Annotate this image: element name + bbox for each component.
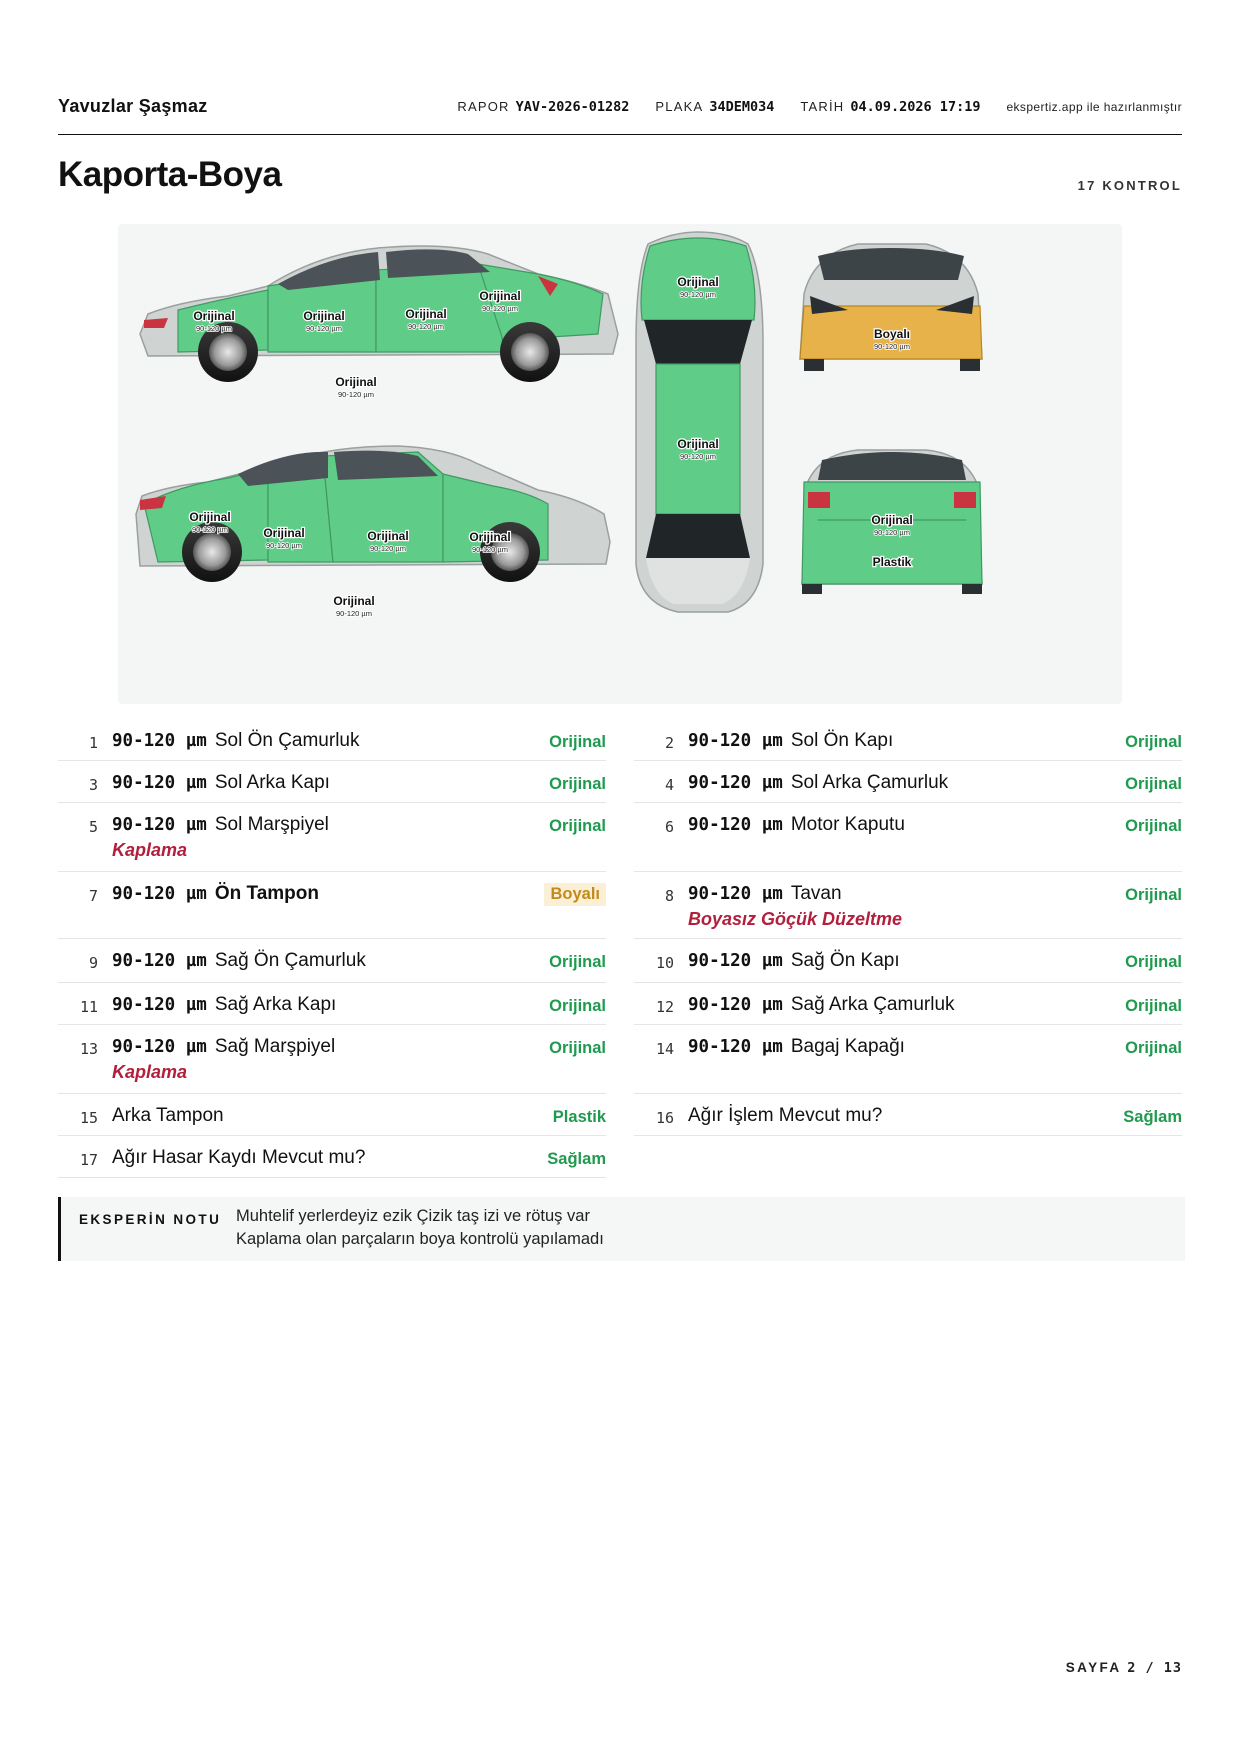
paint-thickness: 90-120 µm	[112, 951, 207, 971]
part-name: Ağır Hasar Kaydı Mevcut mu?	[112, 1147, 366, 1168]
expert-note-line: Kaplama olan parçaların boya kontrolü yapılamadı	[236, 1230, 604, 1248]
expert-note-label: EKSPERİN NOTU	[79, 1212, 222, 1227]
company-name: Yavuzlar Şaşmaz	[58, 96, 208, 116]
diagram-part-thickness: 90-120 µm	[481, 304, 519, 313]
paint-thickness: 90-120 µm	[112, 1037, 207, 1057]
diagram-part-thickness: 90-120 µm	[195, 324, 233, 333]
status-badge: Plastik	[552, 1108, 606, 1126]
row-main	[688, 772, 948, 794]
row-main	[112, 772, 330, 794]
part-name: Ön Tampon	[214, 883, 319, 904]
diagram-part-label: Orijinal	[193, 309, 235, 323]
row-main	[688, 950, 900, 972]
report-number: RAPOR YAV-2026-01282	[457, 99, 630, 115]
status-badge: Orijinal	[549, 733, 606, 751]
inspection-row	[58, 1024, 606, 1094]
diagram-part-thickness: 90-120 µm	[407, 322, 445, 331]
part-name: Sağ Ön Kapı	[790, 950, 900, 971]
diagram-part-label: Orijinal	[479, 289, 521, 303]
row-number: 14	[655, 1040, 674, 1058]
row-number: 13	[79, 1040, 98, 1058]
paint-thickness: 90-120 µm	[112, 731, 207, 751]
status-badge: Orijinal	[549, 1039, 606, 1057]
diagram-part-label: Orijinal	[333, 594, 375, 608]
diagram-part-thickness: 90-120 µm	[471, 545, 509, 554]
inspection-row	[634, 1024, 1182, 1094]
part-name: Sol Ön Kapı	[790, 730, 894, 751]
diagram-part-thickness: 90-120 µm	[873, 342, 911, 351]
status-badge: Sağlam	[1123, 1108, 1182, 1126]
diagram-part-thickness: 90-120 µm	[335, 609, 373, 618]
part-name: Sağ Marşpiyel	[214, 1036, 336, 1057]
row-number: 3	[88, 776, 98, 794]
status-badge: Orijinal	[1125, 775, 1182, 793]
row-number: 6	[664, 818, 674, 836]
row-note: Kaplama	[112, 1062, 188, 1082]
diagram-part-label: Plastik	[872, 555, 912, 569]
expert-note-line: Muhtelif yerlerdeyiz ezik Çizik taş izi ve rötuş var	[236, 1207, 590, 1225]
inspection-row	[634, 982, 1182, 1025]
inspection-row	[634, 938, 1182, 983]
plate-number: PLAKA 34DEM034	[655, 99, 775, 115]
diagram-part-label: Orijinal	[303, 309, 345, 323]
report-date: TARİH 04.09.2026 17:19	[800, 99, 981, 115]
part-name: Sağ Arka Kapı	[214, 994, 337, 1015]
inspection-row	[634, 760, 1182, 803]
inspection-row	[634, 718, 1182, 761]
row-main	[688, 883, 842, 905]
status-badge: Orijinal	[549, 817, 606, 835]
status-badge: Orijinal	[1125, 1039, 1182, 1057]
part-name: Sağ Arka Çamurluk	[790, 994, 955, 1015]
inspection-row	[634, 1093, 1182, 1136]
row-number: 16	[655, 1109, 674, 1127]
car-diagram-svg	[118, 224, 1122, 704]
diagram-part-label: Orijinal	[469, 530, 511, 544]
paint-thickness: 90-120 µm	[688, 1037, 783, 1057]
part-name: Tavan	[790, 883, 842, 904]
row-main	[688, 994, 955, 1016]
row-number: 2	[664, 734, 674, 752]
front-view	[800, 244, 982, 371]
status-badge: Orijinal	[1125, 886, 1182, 904]
status-badge: Boyalı	[544, 883, 606, 906]
inspection-row	[58, 982, 606, 1025]
paint-thickness: 90-120 µm	[688, 884, 783, 904]
status-badge: Orijinal	[1125, 953, 1182, 971]
row-number: 17	[79, 1151, 98, 1169]
row-main	[112, 1036, 335, 1058]
row-note: Kaplama	[112, 840, 188, 860]
diagram-part-thickness: 90-120 µm	[369, 544, 407, 553]
row-number: 8	[664, 887, 674, 905]
report-header	[58, 94, 1182, 135]
paint-thickness: 90-120 µm	[688, 815, 783, 835]
row-number: 9	[88, 954, 98, 972]
report-meta	[457, 99, 1182, 115]
part-name: Ağır İşlem Mevcut mu?	[688, 1105, 883, 1126]
inspection-row	[58, 760, 606, 803]
row-main	[112, 950, 366, 972]
row-note: Boyasız Göçük Düzeltme	[688, 909, 903, 929]
part-name: Sol Arka Kapı	[214, 772, 330, 793]
status-badge: Orijinal	[1125, 733, 1182, 751]
row-main	[688, 814, 905, 836]
row-main	[688, 730, 893, 752]
part-name: Arka Tampon	[112, 1105, 224, 1126]
top-view	[636, 232, 763, 612]
inspection-row	[58, 802, 606, 872]
row-number: 5	[88, 818, 98, 836]
row-main	[112, 730, 360, 752]
status-badge: Sağlam	[547, 1150, 606, 1168]
paint-thickness: 90-120 µm	[688, 951, 783, 971]
row-number: 4	[664, 776, 674, 794]
row-number: 15	[79, 1109, 98, 1127]
paint-thickness: 90-120 µm	[112, 995, 207, 1015]
status-badge: Orijinal	[1125, 817, 1182, 835]
diagram-part-label: Orijinal	[871, 513, 913, 527]
row-main	[688, 1036, 905, 1058]
status-badge: Orijinal	[549, 997, 606, 1015]
inspection-row	[58, 718, 606, 761]
diagram-part-label: Orijinal	[189, 510, 231, 524]
row-main	[112, 994, 336, 1016]
diagram-part-thickness: 90-120 µm	[873, 528, 911, 537]
row-number: 7	[88, 887, 98, 905]
made-with-text: ekspertiz.app ile hazırlanmıştır	[1006, 100, 1182, 114]
diagram-part-label: Orijinal	[405, 307, 447, 321]
status-badge: Orijinal	[1125, 997, 1182, 1015]
row-number: 1	[88, 734, 98, 752]
paint-thickness: 90-120 µm	[112, 815, 207, 835]
page-title: Kaporta-Boya	[58, 155, 282, 194]
part-name: Sol Arka Çamurluk	[790, 772, 949, 793]
paint-thickness: 90-120 µm	[688, 995, 783, 1015]
diagram-part-label: Orijinal	[335, 375, 377, 389]
diagram-part-label: Boyalı	[873, 327, 911, 341]
inspection-row	[58, 1135, 606, 1178]
paint-thickness: 90-120 µm	[688, 773, 783, 793]
part-name: Sol Ön Çamurluk	[214, 730, 360, 751]
part-name: Motor Kaputu	[790, 814, 905, 835]
row-main	[112, 814, 329, 836]
row-number: 11	[79, 998, 98, 1016]
part-name: Sol Marşpiyel	[214, 814, 329, 835]
control-count: 17 KONTROL	[1077, 178, 1182, 193]
inspection-row	[634, 871, 1182, 939]
diagram-part-thickness: 90-120 µm	[679, 290, 717, 299]
inspection-row	[634, 802, 1182, 872]
paint-thickness: 90-120 µm	[688, 731, 783, 751]
row-main	[112, 883, 319, 905]
diagram-part-label: Orijinal	[677, 275, 719, 289]
diagram-part-thickness: 90-120 µm	[679, 452, 717, 461]
part-name: Bagaj Kapağı	[790, 1036, 905, 1057]
inspection-row	[58, 1093, 606, 1136]
diagram-part-label: Orijinal	[263, 526, 305, 540]
part-name: Sağ Ön Çamurluk	[214, 950, 366, 971]
row-number: 12	[655, 998, 674, 1016]
row-number: 10	[655, 954, 674, 972]
paint-thickness: 90-120 µm	[112, 773, 207, 793]
row-main	[112, 1105, 224, 1127]
paint-thickness: 90-120 µm	[112, 884, 207, 904]
diagram-part-thickness: 90-120 µm	[305, 324, 343, 333]
status-badge: Orijinal	[549, 953, 606, 971]
status-badge: Orijinal	[549, 775, 606, 793]
inspection-row	[58, 938, 606, 983]
row-main	[688, 1105, 882, 1127]
row-main	[112, 1147, 365, 1169]
inspection-row	[58, 871, 606, 939]
diagram-part-thickness: 90-120 µm	[337, 390, 375, 399]
diagram-part-label: Orijinal	[677, 437, 719, 451]
diagram-part-thickness: 90-120 µm	[191, 525, 229, 534]
expert-note	[58, 1197, 1185, 1261]
page-indicator: SAYFA 2 / 13	[1065, 1660, 1182, 1676]
diagram-part-thickness: 90-120 µm	[265, 541, 303, 550]
diagram-part-label: Orijinal	[367, 529, 409, 543]
car-damage-diagram	[118, 224, 1122, 704]
